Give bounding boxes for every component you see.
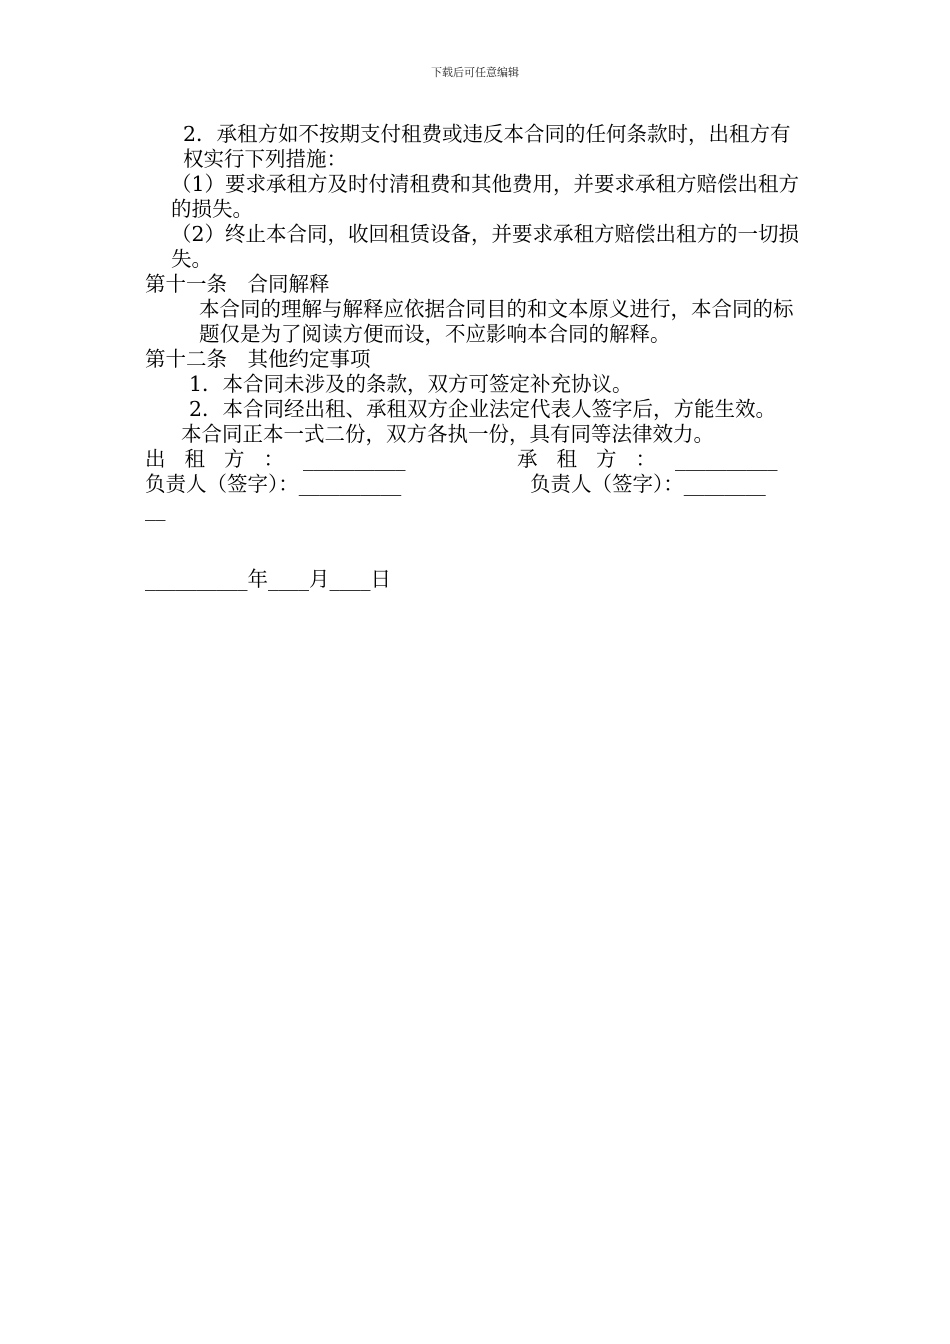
lessor-label: 出租方：: [145, 447, 303, 471]
lessee-label: 承租方：: [517, 447, 675, 471]
copies-statement: 本合同正本一式二份，双方各执一份，具有同等法律效力。: [181, 422, 714, 446]
article-12-heading: 第十二条 其他约定事项: [145, 347, 371, 371]
page-header-note: 下载后可任意编辑: [431, 66, 519, 79]
paragraph-measure-1: （1）要求承租方及时付清租费和其他费用，并要求承租方赔偿出租方的损失。: [171, 172, 800, 221]
month-label: 月: [309, 567, 330, 591]
paragraph-breach-measures: 2．承租方如不按期支付租费或违反本合同的任何条款时，出租方有权实行下列措施：: [183, 122, 791, 171]
day-blank: ____: [329, 567, 371, 591]
article-11-text: 本合同的理解与解释应依据合同目的和文本原义进行，本合同的标题仅是为了阅读方便而设，不应影响本合同的解释。: [199, 297, 794, 346]
lessor-rep-blank: __________: [298, 472, 402, 496]
year-label: 年: [247, 567, 268, 591]
day-label: 日: [370, 567, 391, 591]
paragraph-measure-2: （2）终止本合同，收回租赁设备，并要求承租方赔偿出租方的一切损失。: [171, 222, 800, 271]
lessee-rep-blank: ________: [683, 472, 766, 496]
lessor-rep-label: 负责人（签字）：: [145, 472, 299, 496]
article-12-item-2: 2．本合同经出租、承租双方企业法定代表人签字后，方能生效。: [189, 397, 777, 421]
contract-body: [145, 122, 810, 592]
lessee-signature: [517, 447, 778, 472]
article-11-heading: 第十一条 合同解释: [145, 272, 330, 296]
lessee-blank: __________: [675, 447, 778, 471]
article-12-item-1: 1．本合同未涉及的条款，双方可签定补充协议。: [189, 372, 633, 396]
signing-date: [145, 567, 810, 592]
year-blank: __________: [145, 567, 248, 591]
lessee-rep-label: 负责人（签字）：: [530, 472, 684, 496]
signature-overflow-blank: __: [145, 497, 166, 521]
lessor-blank: __________: [303, 447, 406, 471]
signature-row-representatives: [145, 472, 810, 497]
lessor-signature: [145, 447, 406, 472]
lessor-rep-signature: [145, 472, 401, 497]
lessee-rep-signature: [530, 472, 766, 497]
signature-row-parties: [145, 447, 810, 472]
month-blank: ____: [268, 567, 309, 591]
